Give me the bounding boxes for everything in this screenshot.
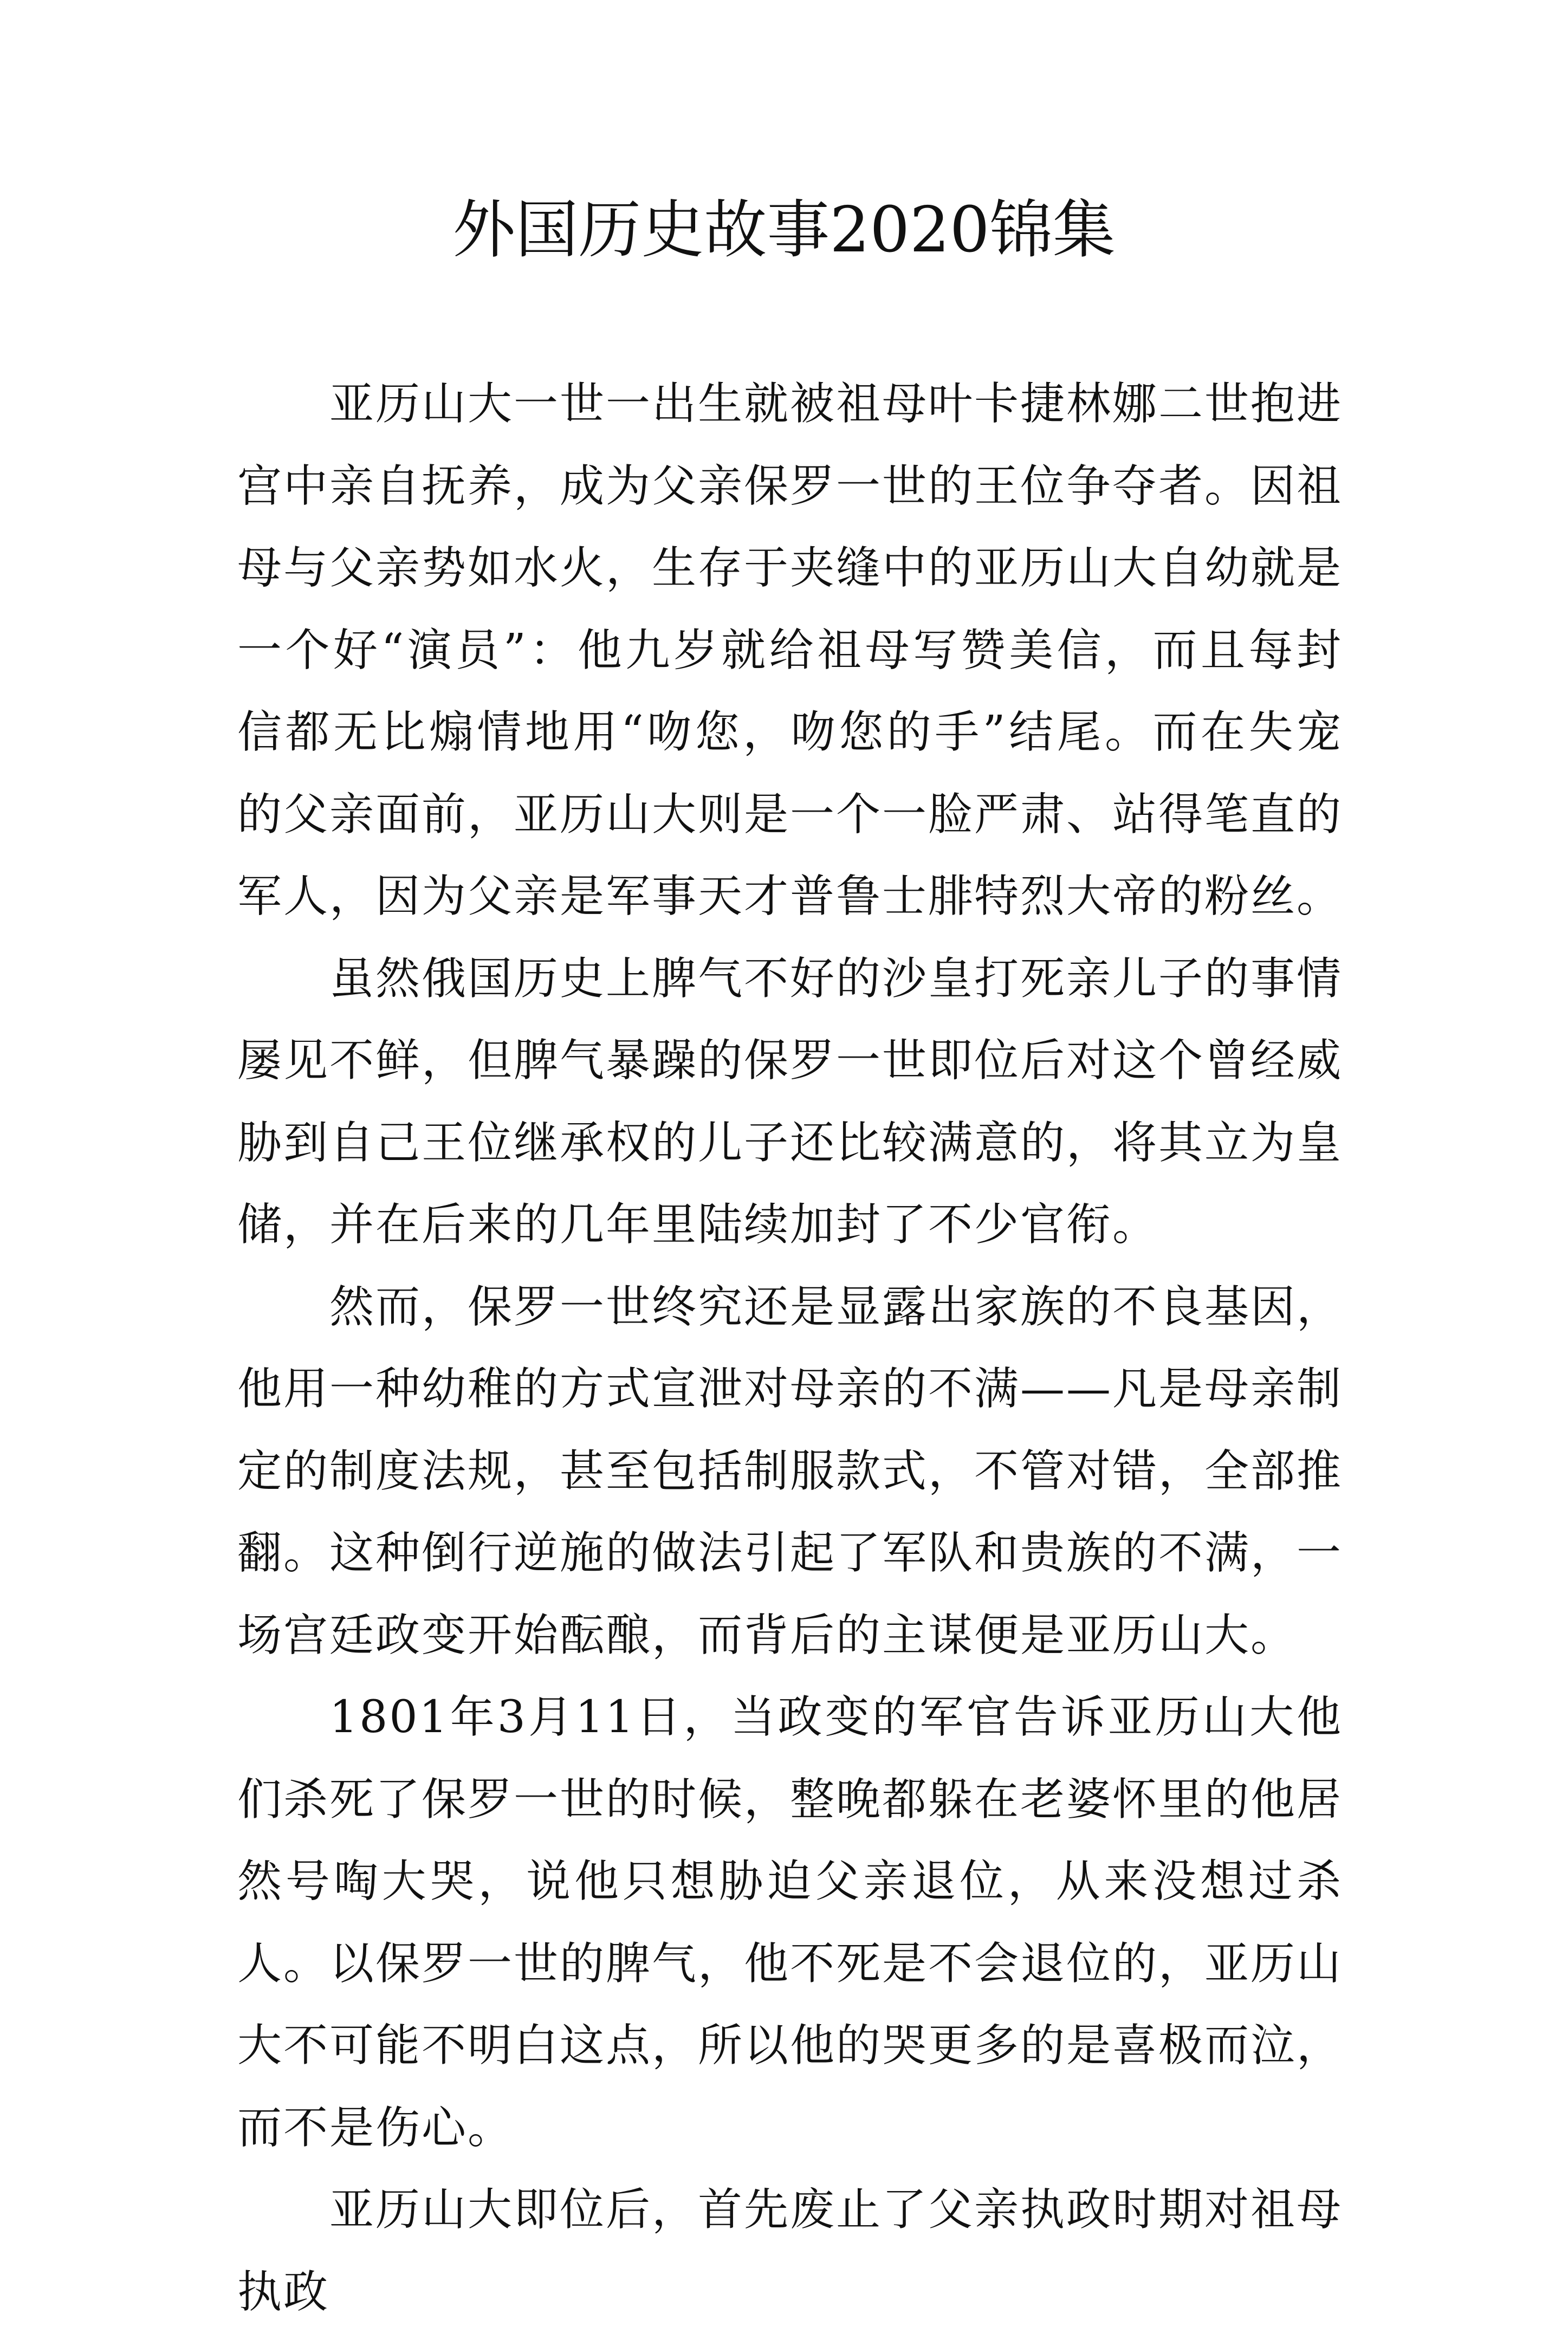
paragraph: 然而，保罗一世终究还是显露出家族的不良基因，他用一种幼稚的方式宣泄对母亲的不满——凡是母亲制定的制度法规，甚至包括制服款式，不管对错，全部推翻。这种倒行逆施的做法引起了军队和贵族的不满，一场宫廷政变开始酝酿，而背后的主谋便是亚历山大。 [237,1281,1343,1661]
paragraph: 亚历山大一世一出生就被祖母叶卡捷林娜二世抱进宫中亲自抚养，成为父亲保罗一世的王位争夺者。因祖母与父亲势如水火，生存于夹缝中的亚历山大自幼就是一个好“演员”：他九岁就给祖母写赞美信，而且每封信都无比煽情地用“吻您，吻您的手”结尾。而在失宠的父亲面前，亚历山大则是一个一脸严肃、站得笔直的军人，因为父亲是军事天才普鲁士腓特烈大帝的粉丝。 [237,378,1343,922]
document-title: 外国历史故事2020锦集 [452,193,1116,267]
document-body [237,363,1343,2333]
paragraph: 1801年3月11日，当政变的军官告诉亚历山大他们杀死了保罗一世的时候，整晚都躲在老婆怀里的他居然号啕大哭，说他只想胁迫父亲退位，从来没想过杀人。以保罗一世的脾气，他不死是不会退位的，亚历山大不可能不明白这点，所以他的哭更多的是喜极而泣，而不是伤心。 [237,1692,1343,2154]
paragraph: 亚历山大即位后，首先废止了父亲执政时期对祖母执政 [237,2184,1343,2318]
paragraph: 虽然俄国历史上脾气不好的沙皇打死亲儿子的事情屡见不鲜，但脾气暴躁的保罗一世即位后对这个曾经威胁到自己王位继承权的儿子还比较满意的，将其立为皇储，并在后来的几年里陆续加封了不少官衔。 [237,952,1343,1250]
